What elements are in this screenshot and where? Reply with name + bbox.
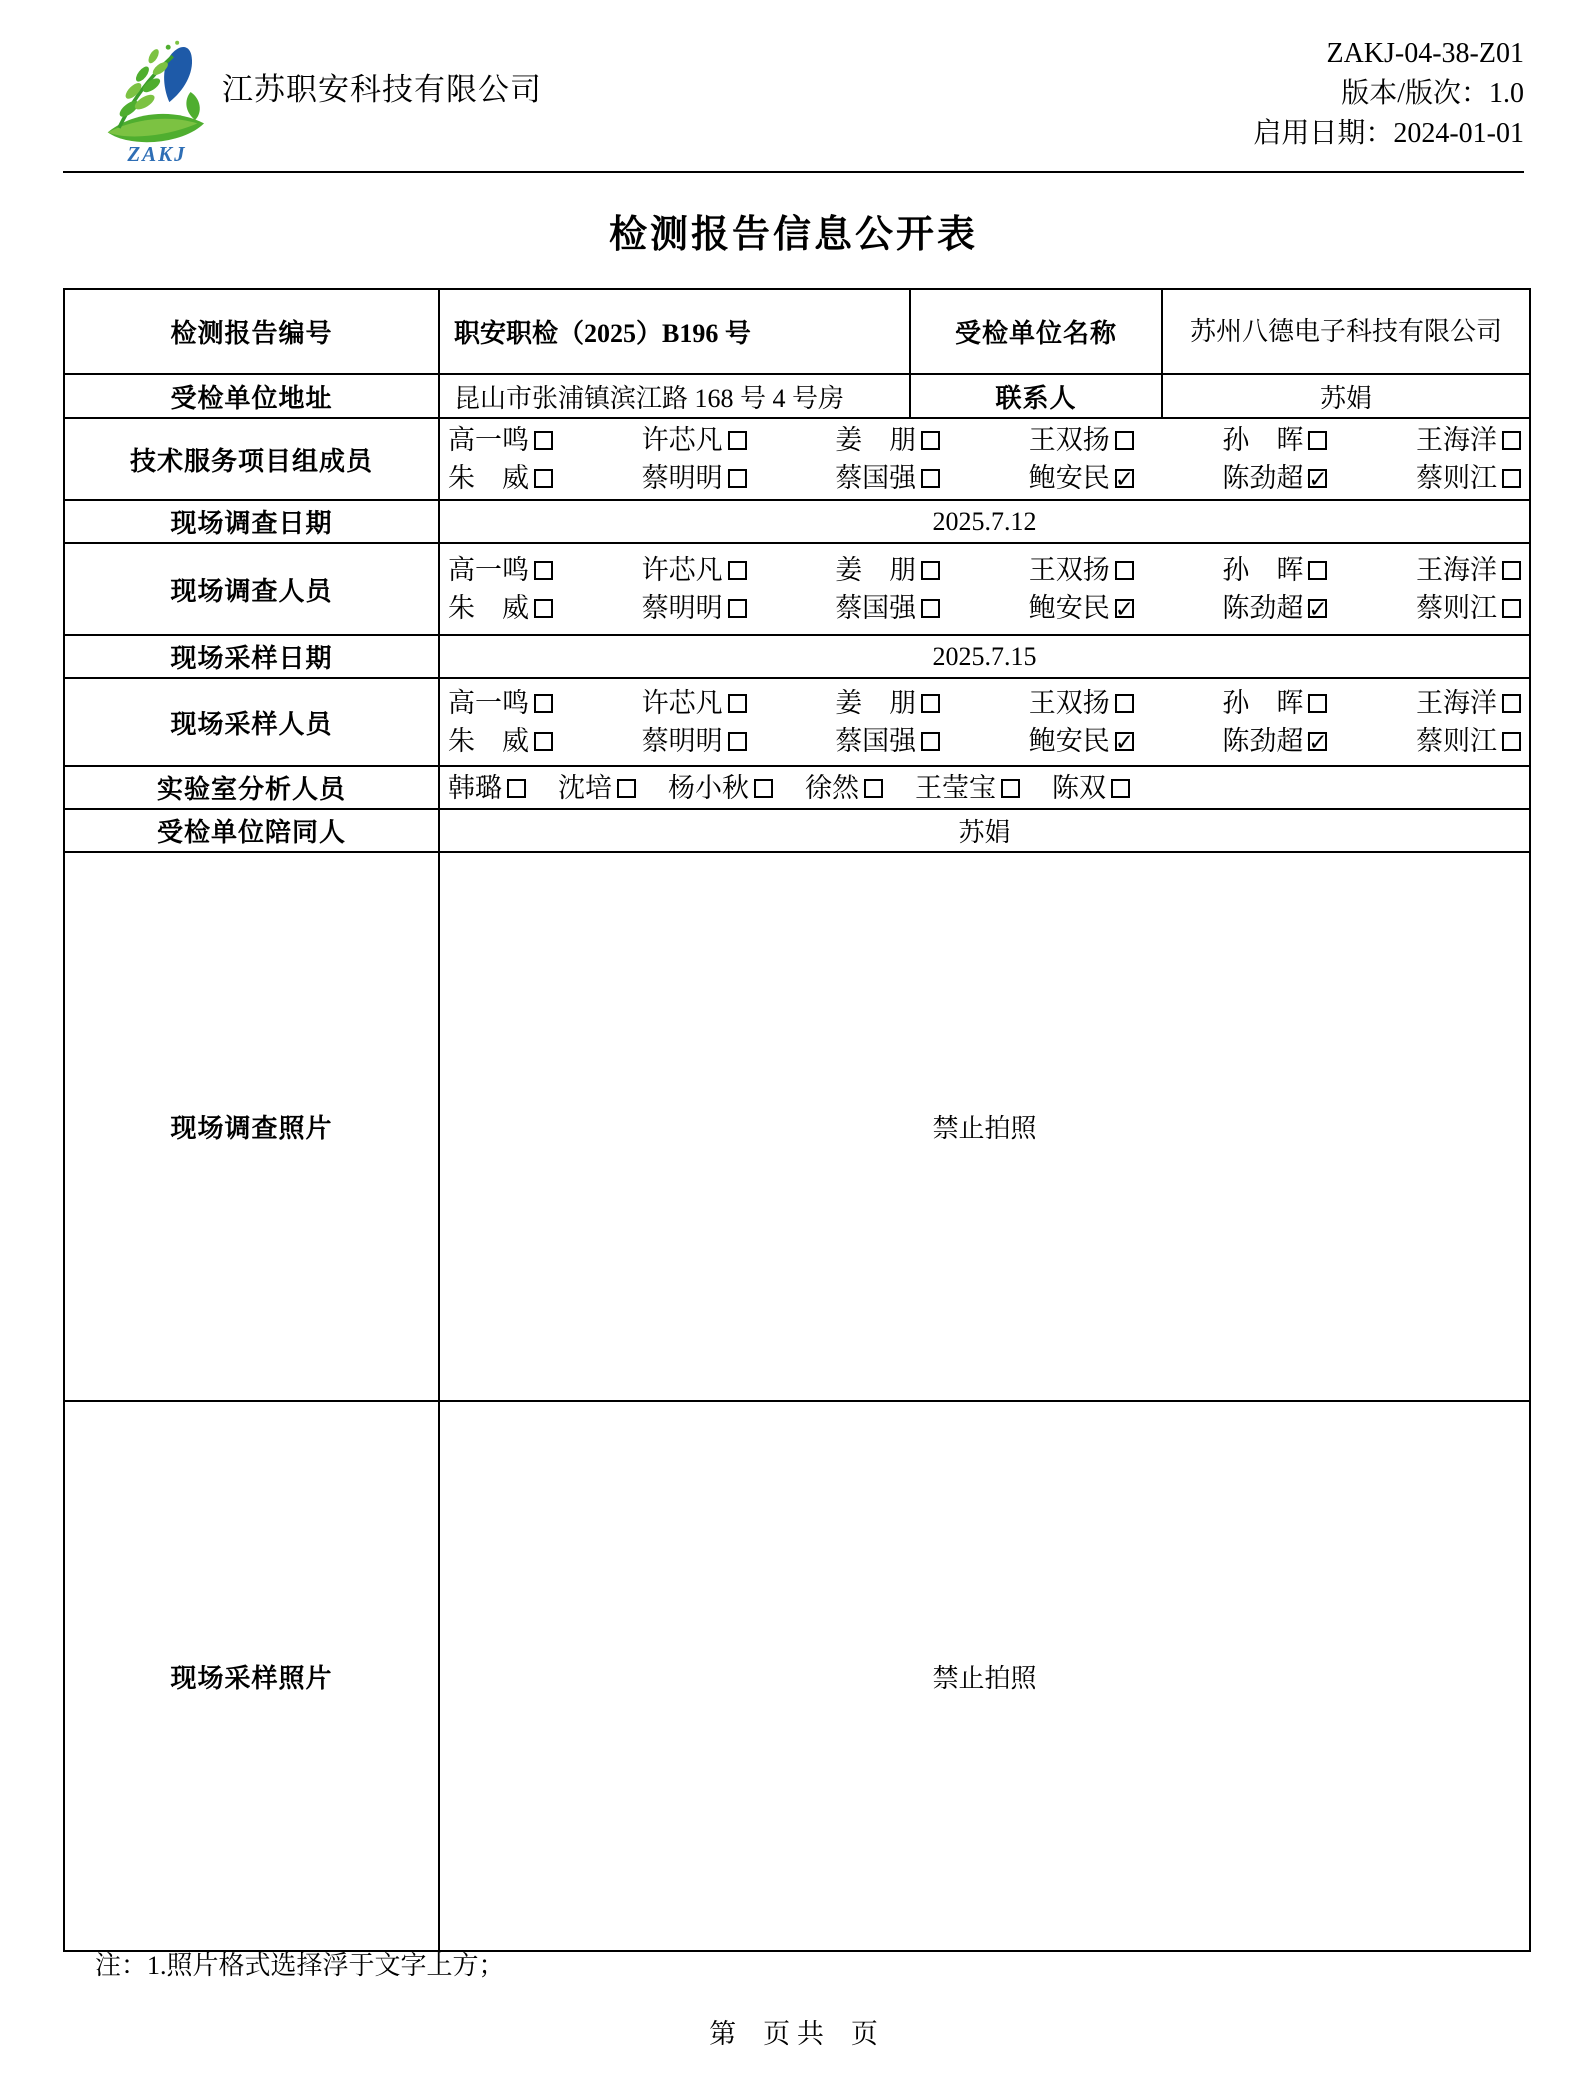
staff-member bbox=[1029, 722, 1134, 760]
checkbox-icon bbox=[1502, 561, 1521, 580]
staff-member bbox=[1222, 684, 1327, 722]
row-unit-address bbox=[64, 374, 1530, 418]
staff-member bbox=[642, 459, 747, 497]
staff-name: 姜 朋 bbox=[835, 425, 917, 455]
staff-member bbox=[1222, 589, 1327, 627]
staff-name: 蔡则江 bbox=[1415, 463, 1497, 493]
row-survey-photo bbox=[64, 852, 1530, 1401]
checkbox-icon bbox=[1502, 599, 1521, 618]
staff-name: 高一鸣 bbox=[448, 425, 529, 455]
staff-name: 朱 威 bbox=[448, 463, 529, 493]
checkbox-icon bbox=[1502, 694, 1521, 713]
logo-graphic bbox=[101, 38, 213, 146]
report-no-value: 职安职检（2025）B196 号 bbox=[439, 289, 910, 374]
checkbox-icon bbox=[1115, 561, 1134, 580]
page-footer: 第 页 共 页 bbox=[709, 2019, 878, 2049]
project-team-label: 技术服务项目组成员 bbox=[64, 418, 439, 500]
checkbox-icon bbox=[1001, 779, 1020, 798]
staff-member bbox=[448, 459, 553, 497]
staff-member bbox=[1052, 770, 1130, 806]
staff-line bbox=[448, 551, 1521, 589]
checkbox-icon bbox=[534, 469, 553, 488]
survey-date-label: 现场调查日期 bbox=[64, 500, 439, 543]
checkbox-icon bbox=[1502, 469, 1521, 488]
staff-name: 孙 晖 bbox=[1222, 555, 1304, 585]
doc-meta-block bbox=[1253, 34, 1524, 154]
lab-staff-members bbox=[439, 766, 1530, 809]
sampling-staff-label: 现场采样人员 bbox=[64, 678, 439, 766]
staff-member bbox=[1416, 421, 1521, 459]
staff-member bbox=[642, 722, 747, 760]
contact-value: 苏娟 bbox=[1162, 374, 1530, 418]
page-title: 检测报告信息公开表 bbox=[608, 214, 978, 256]
form-note: 注：1.照片格式选择浮于文字上方； bbox=[95, 1951, 505, 1980]
checkbox-icon bbox=[754, 779, 773, 798]
checkbox-icon bbox=[1115, 694, 1134, 713]
unit-address-label: 受检单位地址 bbox=[64, 374, 439, 418]
staff-name: 鲍安民 bbox=[1028, 463, 1110, 493]
survey-date-value: 2025.7.12 bbox=[439, 500, 1530, 543]
checkbox-icon bbox=[1308, 599, 1327, 618]
survey-photo-value: 禁止拍照 bbox=[439, 852, 1530, 1401]
checkbox-icon bbox=[1115, 599, 1134, 618]
checkbox-icon bbox=[1115, 431, 1134, 450]
staff-member bbox=[668, 770, 773, 806]
staff-member bbox=[835, 684, 940, 722]
staff-member bbox=[835, 551, 940, 589]
sampling-photo-label: 现场采样照片 bbox=[64, 1401, 439, 1951]
staff-name: 姜 朋 bbox=[835, 688, 917, 718]
sampling-date-value: 2025.7.15 bbox=[439, 635, 1530, 678]
staff-name: 陈双 bbox=[1052, 772, 1106, 803]
staff-member bbox=[1416, 589, 1521, 627]
checkbox-icon bbox=[728, 732, 747, 751]
staff-name: 沈培 bbox=[558, 772, 612, 803]
checkbox-icon bbox=[1115, 469, 1134, 488]
checkbox-icon bbox=[1115, 732, 1134, 751]
staff-name: 高一鸣 bbox=[448, 688, 529, 718]
staff-name: 王海洋 bbox=[1415, 555, 1497, 585]
staff-member bbox=[1029, 684, 1134, 722]
staff-name: 蔡明明 bbox=[641, 463, 723, 493]
checkbox-icon bbox=[728, 561, 747, 580]
report-no-label: 检测报告编号 bbox=[64, 289, 439, 374]
staff-name: 王海洋 bbox=[1415, 425, 1497, 455]
checkbox-icon bbox=[1308, 694, 1327, 713]
row-accompany bbox=[64, 809, 1530, 852]
checkbox-icon bbox=[921, 469, 940, 488]
staff-member bbox=[1222, 459, 1327, 497]
row-report-no bbox=[64, 289, 1530, 374]
staff-member bbox=[642, 589, 747, 627]
row-survey-staff bbox=[64, 543, 1530, 635]
checkbox-icon bbox=[921, 599, 940, 618]
staff-member bbox=[1029, 459, 1134, 497]
staff-name: 高一鸣 bbox=[448, 555, 529, 585]
checkbox-icon bbox=[728, 431, 747, 450]
staff-member bbox=[1029, 421, 1134, 459]
sampling-photo-value: 禁止拍照 bbox=[439, 1401, 1530, 1951]
sampling-staff-members bbox=[439, 678, 1530, 766]
staff-name: 姜 朋 bbox=[835, 555, 917, 585]
checkbox-icon bbox=[1502, 431, 1521, 450]
staff-name: 王双扬 bbox=[1028, 425, 1110, 455]
staff-member bbox=[1222, 551, 1327, 589]
checkbox-icon bbox=[1111, 779, 1130, 798]
staff-name: 蔡则江 bbox=[1415, 593, 1497, 623]
checkbox-icon bbox=[921, 732, 940, 751]
staff-name: 蔡则江 bbox=[1415, 726, 1497, 756]
staff-member bbox=[1222, 722, 1327, 760]
staff-member bbox=[642, 684, 747, 722]
checkbox-icon bbox=[617, 779, 636, 798]
staff-name: 蔡明明 bbox=[641, 593, 723, 623]
row-lab-staff bbox=[64, 766, 1530, 809]
staff-name: 杨小秋 bbox=[668, 772, 749, 803]
checkbox-icon bbox=[534, 599, 553, 618]
report-form-table bbox=[63, 288, 1531, 1952]
checkbox-icon bbox=[1308, 732, 1327, 751]
staff-member bbox=[1416, 551, 1521, 589]
staff-line bbox=[448, 421, 1521, 459]
accompany-label: 受检单位陪同人 bbox=[64, 809, 439, 852]
staff-name: 王双扬 bbox=[1028, 688, 1110, 718]
doc-code: ZAKJ-04-38-Z01 bbox=[1326, 38, 1524, 69]
checkbox-icon bbox=[921, 431, 940, 450]
staff-member bbox=[1029, 589, 1134, 627]
staff-name: 许芯凡 bbox=[641, 688, 723, 718]
checkbox-icon bbox=[921, 561, 940, 580]
company-logo bbox=[98, 38, 216, 167]
survey-photo-label: 现场调查照片 bbox=[64, 852, 439, 1401]
row-sampling-date bbox=[64, 635, 1530, 678]
staff-member bbox=[835, 459, 940, 497]
staff-name: 徐然 bbox=[805, 772, 859, 803]
staff-name: 蔡明明 bbox=[641, 726, 723, 756]
staff-member bbox=[915, 770, 1020, 806]
staff-member bbox=[448, 551, 553, 589]
staff-name: 王海洋 bbox=[1415, 688, 1497, 718]
staff-name: 孙 晖 bbox=[1222, 688, 1304, 718]
checkbox-icon bbox=[1308, 469, 1327, 488]
row-sampling-staff bbox=[64, 678, 1530, 766]
staff-name: 韩璐 bbox=[448, 772, 502, 803]
staff-name: 许芯凡 bbox=[641, 555, 723, 585]
project-team-members bbox=[439, 418, 1530, 500]
staff-member bbox=[448, 770, 526, 806]
accompany-value: 苏娟 bbox=[439, 809, 1530, 852]
staff-line bbox=[448, 684, 1521, 722]
staff-line bbox=[448, 722, 1521, 760]
staff-name: 孙 晖 bbox=[1222, 425, 1304, 455]
staff-name: 蔡国强 bbox=[835, 726, 917, 756]
checkbox-icon bbox=[728, 694, 747, 713]
staff-member bbox=[835, 722, 940, 760]
staff-member bbox=[1029, 551, 1134, 589]
staff-name: 蔡国强 bbox=[835, 463, 917, 493]
staff-line bbox=[448, 770, 1521, 806]
checkbox-icon bbox=[1308, 561, 1327, 580]
staff-name: 蔡国强 bbox=[835, 593, 917, 623]
staff-member bbox=[448, 421, 553, 459]
staff-line bbox=[448, 589, 1521, 627]
row-project-team bbox=[64, 418, 1530, 500]
staff-name: 鲍安民 bbox=[1028, 593, 1110, 623]
checkbox-icon bbox=[534, 694, 553, 713]
checkbox-icon bbox=[1308, 431, 1327, 450]
checkbox-icon bbox=[921, 694, 940, 713]
staff-member bbox=[642, 551, 747, 589]
staff-name: 王莹宝 bbox=[915, 772, 996, 803]
staff-member bbox=[835, 589, 940, 627]
checkbox-icon bbox=[534, 561, 553, 580]
staff-name: 许芯凡 bbox=[641, 425, 723, 455]
staff-member bbox=[835, 421, 940, 459]
sampling-date-label: 现场采样日期 bbox=[64, 635, 439, 678]
staff-member bbox=[448, 722, 553, 760]
staff-member bbox=[1416, 459, 1521, 497]
staff-member bbox=[805, 770, 883, 806]
row-survey-date bbox=[64, 500, 1530, 543]
contact-label: 联系人 bbox=[910, 374, 1162, 418]
staff-member bbox=[448, 684, 553, 722]
staff-name: 陈劲超 bbox=[1222, 726, 1304, 756]
staff-member bbox=[1416, 684, 1521, 722]
header-divider bbox=[63, 171, 1524, 173]
staff-name: 王双扬 bbox=[1028, 555, 1110, 585]
unit-name-label: 受检单位名称 bbox=[910, 289, 1162, 374]
staff-name: 陈劲超 bbox=[1222, 593, 1304, 623]
staff-name: 朱 威 bbox=[448, 593, 529, 623]
unit-name-value: 苏州八德电子科技有限公司 bbox=[1162, 289, 1530, 374]
staff-member bbox=[448, 589, 553, 627]
checkbox-icon bbox=[728, 599, 747, 618]
logo-text: ZAKJ bbox=[127, 142, 187, 166]
checkbox-icon bbox=[507, 779, 526, 798]
staff-member bbox=[1222, 421, 1327, 459]
checkbox-icon bbox=[534, 732, 553, 751]
staff-name: 朱 威 bbox=[448, 726, 529, 756]
staff-member bbox=[1416, 722, 1521, 760]
staff-member bbox=[642, 421, 747, 459]
survey-staff-label: 现场调查人员 bbox=[64, 543, 439, 635]
checkbox-icon bbox=[534, 431, 553, 450]
doc-start-date: 启用日期：2024-01-01 bbox=[1253, 118, 1524, 149]
row-sampling-photo bbox=[64, 1401, 1530, 1951]
company-name: 江苏职安科技有限公司 bbox=[222, 72, 542, 107]
staff-name: 鲍安民 bbox=[1028, 726, 1110, 756]
unit-address-value: 昆山市张浦镇滨江路 168 号 4 号房 bbox=[439, 374, 910, 418]
survey-staff-members bbox=[439, 543, 1530, 635]
staff-line bbox=[448, 459, 1521, 497]
staff-member bbox=[558, 770, 636, 806]
checkbox-icon bbox=[1502, 732, 1521, 751]
checkbox-icon bbox=[728, 469, 747, 488]
lab-staff-label: 实验室分析人员 bbox=[64, 766, 439, 809]
checkbox-icon bbox=[864, 779, 883, 798]
doc-version: 版本/版次：1.0 bbox=[1341, 78, 1524, 109]
staff-name: 陈劲超 bbox=[1222, 463, 1304, 493]
